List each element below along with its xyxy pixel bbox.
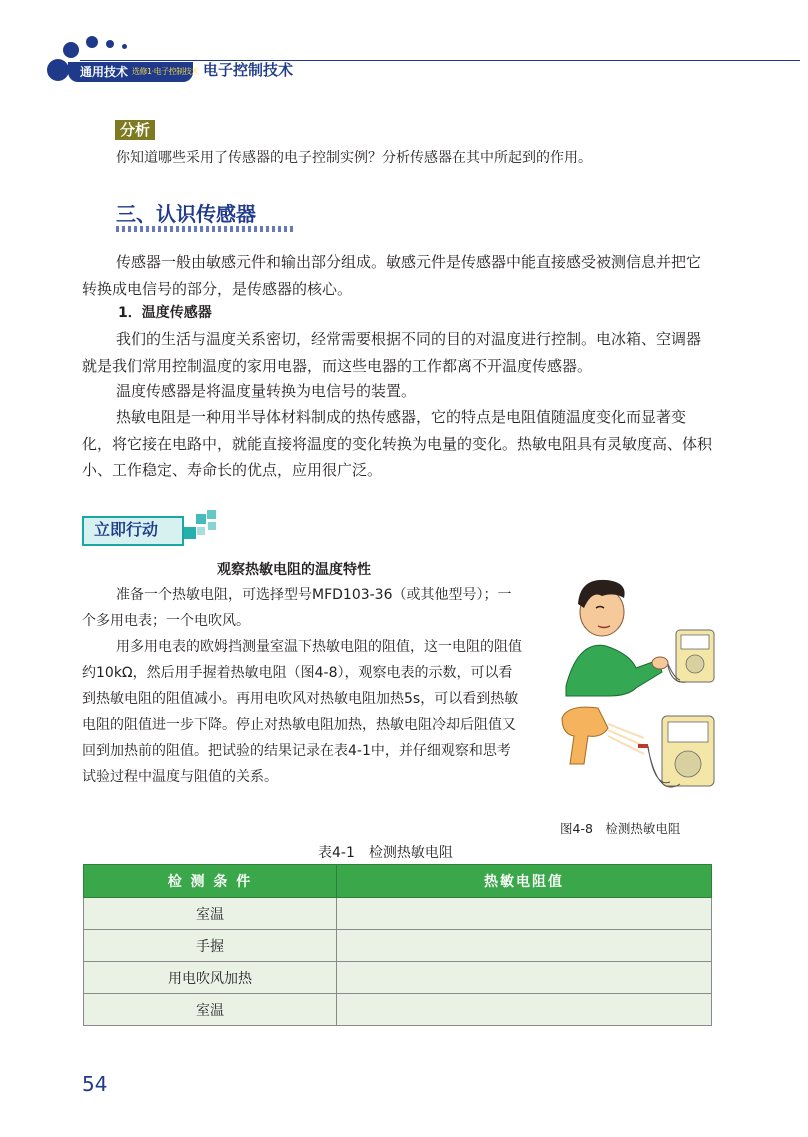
- header-dot-tiny: [106, 40, 114, 48]
- hair-dryer: [562, 707, 608, 764]
- person-hand: [652, 657, 668, 669]
- section-paragraph-2: 温度传感器是将温度量转换为电信号的装置。: [116, 382, 417, 400]
- decor-square: [197, 527, 205, 535]
- experiment-title: 观察热敏电阻的温度特性: [217, 562, 371, 578]
- header-series: 通用技术: [80, 65, 129, 79]
- multimeter-bottom-dial: [675, 751, 701, 777]
- decor-square: [208, 522, 216, 530]
- decor-square: [207, 510, 216, 519]
- table-cell-value: [337, 930, 712, 962]
- subhead-temperature-sensor: 1．温度传感器: [118, 305, 212, 321]
- experiment-paragraph-2: 用多用电表的欧姆挡测量室温下热敏电阻的阻值，这一电阻的阻值约10kΩ，然后用手握着热敏电阻（图4-8），观察电表的示数，可以看到热敏电阻的阻值减小。再用电吹风对热敏电阻加热5s，可以看到热敏电阻的阻值进一步下降。停止对热敏电阻加热，热敏电阻冷却后阻值又回到加热前的阻值。把试验的结果记录在表4-1中，并仔细观察和思考试验过程中温度与阻值的关系。: [82, 639, 522, 785]
- table-cell-value: [337, 994, 712, 1026]
- figure-caption: 图4-8 检测热敏电阻: [560, 821, 681, 836]
- header-chapter-title: 电子控制技术: [203, 61, 294, 79]
- table-row: [84, 994, 712, 1026]
- multimeter-bottom-display: [668, 722, 708, 742]
- table-cell-value: [337, 962, 712, 994]
- page-number: 54: [82, 1072, 108, 1096]
- section-paragraph-1: 我们的生活与温度关系密切，经常需要根据不同的目的对温度进行控制。电冰箱、空调器就是我们常用控制温度的家用电器，而这些电器的工作都离不开温度传感器。: [82, 330, 702, 375]
- header-dot-medium: [63, 42, 79, 58]
- column-header-condition: 检 测 条 件: [84, 865, 337, 898]
- table-row: [84, 962, 712, 994]
- person-shirt: [566, 645, 662, 696]
- table-row: [84, 898, 712, 930]
- section-title-underline: [116, 226, 296, 232]
- table-header-row: [84, 865, 712, 898]
- header-series-sub: 选修1·电子控制技术: [132, 67, 199, 76]
- resistance-table: [83, 864, 712, 1026]
- header-dot-large: [47, 59, 69, 81]
- table-cell-condition: 室温: [84, 898, 337, 930]
- multimeter-top-dial: [686, 655, 704, 673]
- decor-square: [196, 514, 206, 524]
- section-title: 三、认识传感器: [116, 202, 256, 226]
- thermistor: [638, 744, 648, 748]
- table-cell-condition: 室温: [84, 994, 337, 1026]
- figure-thermistor-test: [558, 568, 718, 818]
- table-cell-condition: 手握: [84, 930, 337, 962]
- header-rule: [80, 60, 800, 61]
- multimeter-top-display: [681, 635, 709, 649]
- action-label: 立即行动: [94, 520, 159, 539]
- table-cell-value: [337, 898, 712, 930]
- table-caption: 表4-1 检测热敏电阻: [318, 845, 453, 861]
- table-cell-condition: 用电吹风加热: [84, 962, 337, 994]
- header-dot-small: [86, 36, 98, 48]
- column-header-value: 热敏电阻值: [337, 865, 712, 898]
- header-dot-mini: [122, 44, 127, 49]
- analysis-tag: 分析: [115, 120, 155, 140]
- section-paragraph-3: 热敏电阻是一种用半导体材料制成的热传感器，它的特点是电阻值随温度变化而显著变化，将它接在电路中，就能直接将温度的变化转换为电量的变化。热敏电阻具有灵敏度高、体积小、工作稳定、寿命长的优点，应用很广泛。: [82, 408, 713, 479]
- table-row: [84, 930, 712, 962]
- analysis-text: 你知道哪些采用了传感器的电子控制实例？分析传感器在其中所起到的作用。: [116, 150, 592, 166]
- air-stream: [608, 724, 644, 754]
- decor-square: [184, 527, 196, 539]
- experiment-paragraph-1: 准备一个热敏电阻，可选择型号MFD103-36（或其他型号）；一个多用电表；一个电吹风。: [82, 587, 512, 629]
- section-intro: 传感器一般由敏感元件和输出部分组成。敏感元件是传感器中能直接感受被测信息并把它转换成电信号的部分，是传感器的核心。: [82, 253, 702, 298]
